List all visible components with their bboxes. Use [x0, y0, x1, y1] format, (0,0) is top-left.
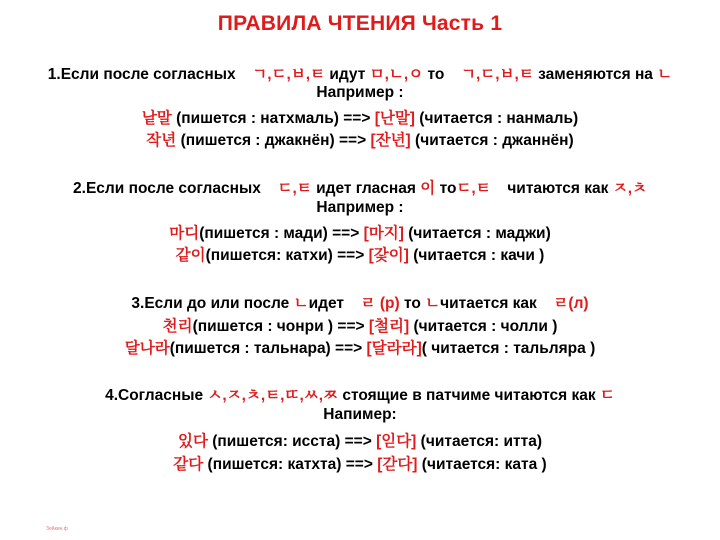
rule1-text-d: заменяются на [538, 66, 653, 83]
korean-word: 달나라 [124, 340, 170, 357]
rule1-consonants-3: ㄱ,ㄷ,ㅂ,ㅌ [461, 66, 534, 83]
read-form: [읻다] [376, 433, 417, 450]
rule3-example-2 [0, 336, 720, 358]
korean-word: 천리 [162, 318, 193, 335]
rule3-example-1 [0, 314, 720, 336]
korean-word: 마디 [169, 225, 200, 242]
korean-word: 작년 [146, 132, 177, 149]
rule1-consonants-1: ㄱ,ㄷ,ㅂ,ㅌ [252, 66, 326, 83]
rule2-text-d: читаются как [507, 180, 609, 197]
rule2-consonants-1: ㄷ,ㅌ [277, 180, 312, 197]
watermark: Зейкин.ф [46, 526, 68, 532]
rule3-text-b: идет [308, 295, 344, 312]
reading-note: (читается : чолли ) [413, 318, 558, 335]
rule1-example-1 [0, 106, 720, 128]
rule2-example-2 [0, 243, 720, 265]
rule4-example-2 [0, 452, 720, 474]
rule2-example-1 [0, 221, 720, 243]
read-form: [난말] [374, 110, 415, 127]
rule2-consonants-3: ㅈ,ㅊ [612, 180, 647, 197]
read-form: [갇다] [377, 456, 418, 473]
written-form: (пишется: исста) ==> [212, 433, 372, 450]
written-form: (пишется : тальнара) ==> [169, 340, 363, 357]
rule2-consonants-2: ㄷ,ㅌ [456, 180, 491, 197]
page-title: ПРАВИЛА ЧТЕНИЯ Часть 1 [217, 12, 503, 35]
rule3-consonant-4: ㄹ(л) [553, 295, 589, 312]
rule4-consonant-2: ㄷ [599, 387, 615, 404]
rule3-text-c: то [404, 295, 421, 312]
read-form: [마지] [363, 225, 404, 242]
read-form: [달라라] [366, 340, 422, 357]
rule3-consonant-1: ㄴ [293, 295, 309, 312]
read-form: [잔년] [370, 132, 411, 149]
read-form: [철리] [368, 318, 410, 335]
rule3-text-a: 3.Если до или после [131, 295, 290, 312]
korean-word: 같다 [173, 456, 204, 473]
rule1-heading [0, 62, 720, 84]
rule1-text-b: идут [329, 66, 366, 83]
rule4-example-label: Напимер: [323, 406, 397, 423]
rule2-text-b: идет гласная [316, 180, 416, 197]
reading-note: (читается : нанмаль) [419, 110, 579, 127]
korean-word: 낱말 [141, 110, 172, 127]
korean-word: 같이 [175, 247, 206, 264]
reading-note: (читается : маджи) [408, 225, 551, 242]
rule2-text-a: 2.Если после согласных [73, 180, 261, 197]
written-form: (пишется: катхи) ==> [205, 247, 365, 264]
rule1-consonants-4: ㄴ [657, 66, 673, 83]
rule4-text-b: стоящие в патчиме читаются как [342, 387, 596, 404]
rule4-text-a: 4.Согласные [105, 387, 204, 404]
rule3-consonant-2: ㄹ (р) [360, 295, 400, 312]
reading-note: (читается : джаннён) [415, 132, 574, 149]
rule2-vowel: 이 [420, 180, 436, 197]
written-form: (пишется : натхмаль) ==> [176, 110, 371, 127]
reading-note: ( читается : тальляра ) [421, 340, 596, 357]
reading-note: (читается : качи ) [413, 247, 545, 264]
rule3-text-d: читается как [440, 295, 537, 312]
rule2-text-c: то [439, 180, 457, 197]
rule4-example-1 [0, 429, 720, 451]
written-form: (пишется : чонри ) ==> [192, 318, 365, 335]
rule1-text-a: 1.Если после согласных [47, 66, 236, 83]
written-form: (пишется: катхта) ==> [207, 456, 373, 473]
rule2-example-label: Например : [316, 199, 404, 216]
read-form: [갗이] [368, 247, 409, 264]
reading-note: (читается: итта) [420, 433, 543, 450]
reading-note: (читается: ката ) [421, 456, 547, 473]
rule3-consonant-3: ㄴ [425, 295, 441, 312]
rule3-heading [0, 291, 720, 313]
rule4-consonants-1: ㅅ,ㅈ,ㅊ,ㅌ,ㄸ,ㅆ,ㅉ [207, 387, 339, 404]
rule1-example-label: Например : [316, 84, 404, 101]
rule1-text-c: то [427, 66, 445, 83]
rule1-consonants-2: ㅁ,ㄴ,ㅇ [369, 66, 424, 83]
rule4-heading [0, 383, 720, 405]
written-form: (пишется : джакнён) ==> [180, 132, 367, 149]
korean-word: 있다 [177, 433, 208, 450]
rule1-example-2 [0, 128, 720, 150]
rule2-heading [0, 176, 720, 198]
written-form: (пишется : мади) ==> [199, 225, 360, 242]
